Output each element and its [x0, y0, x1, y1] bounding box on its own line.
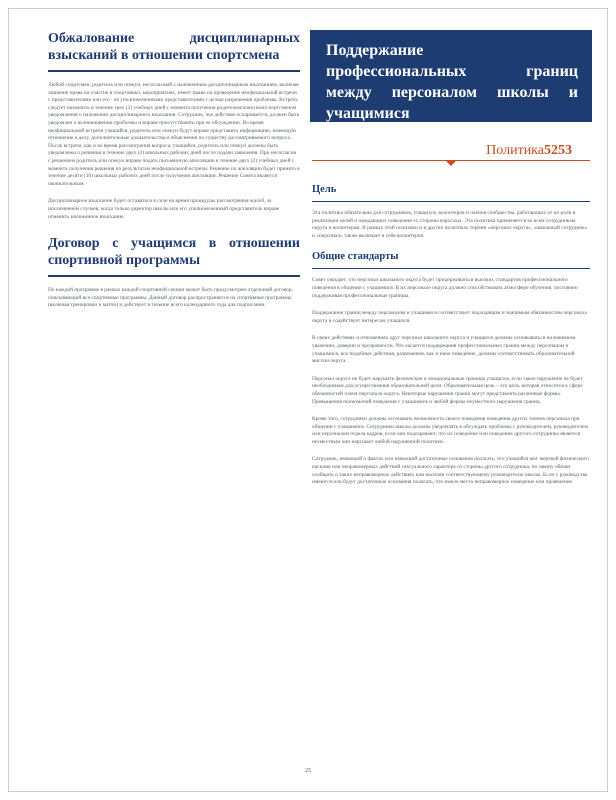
section-heading-appeal: [48, 30, 300, 64]
policy-label-text: Политика: [486, 143, 544, 158]
heading-rule: [48, 275, 300, 277]
caret-down-icon: [446, 161, 456, 166]
section-heading-goal: Цель: [312, 184, 337, 195]
section-heading-appeal-line2: взысканий в отношении спортсмена: [48, 48, 280, 63]
policy-title-line: профессиональных границ: [326, 63, 578, 80]
paragraph: По каждой программе в рамках каждой спортивной секции может быть предусмотрен отдельный договор, описывающий все спортивные программы. Данный договор распространяется на спортивные программы (включая тренировки и матчи) и действует в течение всего календарного года для подписания.: [48, 287, 293, 309]
paragraph: Дисциплинарное взыскание будет оставаться в силе на время процедуры рассмотрения жалоб, за исключением случаев, когда только директор школы или его уполномоченный представитель вправе отменить наложенное взыскание.: [48, 198, 280, 220]
policy-number-label: [486, 143, 572, 159]
left-column: [48, 30, 300, 320]
paragraph: Эта политика обязательна для сотрудников, учащихся, волонтеров и членов сообщества, работающих от их роли в реализации целей и ожидающих поведения со стороны взрослых. Эта политика применяется ко всем сотрудникам округа и волонтерам. В рамках этой политики и в других политиках термин «персонал округа», «школьный сотрудник» и «персонал» также включает в себя волонтеров.: [312, 210, 588, 239]
heading-rule: [48, 70, 300, 72]
paragraph: В своих действиях и отношениях друг персонал школьного округа и учащиеся должны основываться на взаимном уважении, доверии и прозрачности. Что касается поддержания профессиональных границ между персоналом и учащимися, все подобные действия, разрешения, как и иное поведение, должны соответствовать образовательной миссии округа.: [312, 335, 576, 365]
paragraph: Сотрудник, имеющий о фактах или имеющий достаточные основания полагать, что учащийся мог жертвой физического насилия или неправомерных действий сексуального характера со стороны другого сотрудника, по закону обязан сообщать о таких неправомерных действиях или насилии соответствующему руководителю школы. Если у руководства имеются или будут достаточные основания полагать, что имело место неправомерное поведение или проявление: [312, 456, 589, 486]
section-heading-standards: Общие стандарты: [312, 251, 399, 263]
policy-title-box: [310, 30, 592, 122]
page-number: 25: [305, 768, 311, 774]
section-heading-contract-line2: спортивной программы: [48, 253, 201, 269]
paragraph: Кроме того, сотрудники должны осознавать возможность своего поведения поведения других членов персонала при общении с учащимися. Сотрудники школы должны уведомлять в обсуждать проблемы с руководителем, руководителем или персоналом отдела кадров, если они подозревают, что их поведение или поведение другого сотрудника является неуместным или нарушает любой нарушенной политики.: [312, 416, 588, 445]
paragraph: Совет ожидает, что персонал школьного округа будет придерживаться высоких стандартов профессионального поведения в общении с учащимися. В их персонале округа должно способствовать атмосфере обучения, постоянно поддерживая профессиональные границы.: [312, 277, 578, 299]
right-column: [312, 30, 590, 497]
heading-rule: [312, 268, 590, 269]
paragraph: Любой спортсмен, родитель или опекун, несогласный с наложенным дисциплинарным взысканием, включая лишение права на участие в спортивных мероприятиях, имеет право на проведение неофициальной встречи с представителями или его · её уполномоченными представителями с целью разрешения проблемы. Встречу следует назначить в течение трех (3) учебных дней с момента получения родителем/опекуном/спортсменом уведомления о наложении дисциплинарного взыскания. Сотрудник, чье действие оспаривается, должен быть уведомлен о возникновении проблемы и вправе присутствовать при ее обсуждении. Во время неофициальной встречи учащийся, родитель или опекун будут вправе представить информацию, имеющую отношение к делу, дополнительные доказательства и объяснения по существу рассматриваемого вопроса. После встречи, как и во время рассмотрения вопроса, учащийся, родитель или опекун должны быть уведомлены о решении в течение двух (2) школьных рабочих дней после подачи заявления. При несогласии с решением родитель или опекун вправе подать письменную апелляцию в течение двух (2) учебных дней с момента получения решения по результатам неофициальной встречи. Решение по апелляции будет принято в течение десяти (10) школьных рабочих дней после получения апелляции. Решение Совета является окончательным.: [48, 82, 300, 187]
paragraph: Персонал округа не будет нарушать физические и эмоциональные границы учащихся, если такое нарушение не будет необходимым для осуществления образовательной цели. Образовательная цель – это цель, которая относится к сфере обязанностей члена персонала округа. Некоторые нарушения границ могут представлять различные формы. Превышения полномочий поведения с учащимися и любой формы неуместного нарушения границ.: [312, 375, 583, 405]
policy-number-row: [312, 142, 590, 161]
section-heading-contract-line1: Договор с учащимся в отношении: [48, 236, 300, 252]
policy-number: 5253: [544, 143, 572, 158]
policy-title-line: учащимися: [326, 105, 410, 122]
section-heading-contract: [48, 235, 300, 269]
policy-title-line: между персоналом школы и: [326, 84, 578, 101]
paragraph: Поддержание границ между персоналом и учащимися соответствует подходящим и значимым обязанностям персонала округа и содействует интересам учащихся.: [312, 310, 587, 324]
section-heading-appeal-line1: Обжалование дисциплинарных: [48, 31, 300, 46]
policy-title-line: Поддержание: [326, 42, 424, 59]
heading-rule: [312, 201, 590, 202]
